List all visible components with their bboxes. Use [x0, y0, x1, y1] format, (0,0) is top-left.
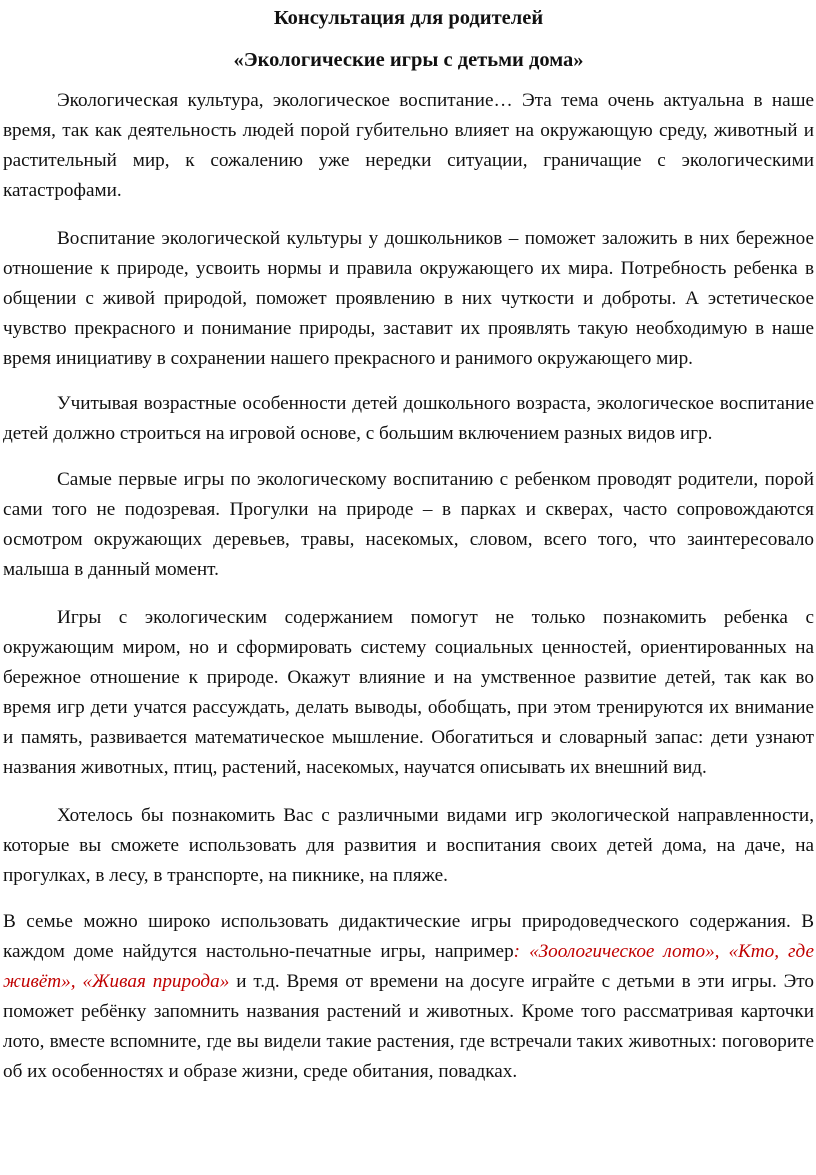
paragraph-intro: Экологическая культура, экологическое воспитание… Эта тема очень актуальна в наше время, так как деятельность людей порой губительно влияет на окружающую среду, животный и растительный мир, к сожалению уже нередки ситуации, граничащие с экологическими катастрофами. — [3, 90, 814, 201]
board-games-colon: : — [513, 941, 521, 962]
paragraph-upbringing: Воспитание экологической культуры у дошкольников – поможет заложить в них бережное отношение к природе, усвоить нормы и правила окружающего их мира. Потребность ребенка в общении с живой природой, поможет проявлению в них чуткости и доброты. А эстетическое чувство прекрасного и понимание природы, заставит их проявлять такую необходимую в наше время инициативу в сохранении нашего прекрасного и ранимого окружающего мир. — [3, 228, 814, 369]
paragraph-age-features: Учитывая возрастные особенности детей дошкольного возраста, экологическое воспитание детей должно строиться на игровой основе, с большим включением разных видов игр. — [3, 393, 814, 444]
paragraph-first-games: Самые первые игры по экологическому воспитанию с ребенком проводят родители, порой сами того не подозревая. Прогулки на природе – в парках и скверах, часто сопровождаются осмотром окружающих деревьев, травы, насекомых, словом, всего того, что заинтересовало малыша в данный момент. — [3, 469, 814, 580]
board-games-text-after: и т.д. Время от времени на досуге играйте с детьми в эти игры. Это поможет ребёнку запомнить названия растений и животных. Кроме того рассматривая карточки лото, вместе вспомните, где вы видели такие растения, где встречали таких животных: поговорите об их особенностях и образе жизни, среде обитания, повадках. — [3, 971, 814, 1082]
document-title-line-2: «Экологические игры с детьми дома» — [233, 49, 584, 71]
board-games-titles: «Зоологическое лото», «Кто, где живёт», «Живая природа» — [3, 941, 814, 992]
paragraph-game-types: Хотелось бы познакомить Вас с различными видами игр экологической направленности, которые вы сможете использовать для развития и воспитания своих детей дома, на даче, на прогулках, в лесу, в транспорте, на пикнике, на пляже. — [3, 805, 814, 886]
paragraph-board-games — [3, 907, 814, 1087]
document-title-line-1: Консультация для родителей — [273, 7, 544, 29]
board-games-text-before: В семье можно широко использовать дидактические игры природоведческого содержания. В каждом доме найдутся настольно-печатные игры, например — [3, 911, 814, 962]
paragraph-game-benefits: Игры с экологическим содержанием помогут не только познакомить ребенка с окружающим миром, но и сформировать систему социальных ценностей, ориентированных на бережное отношение к природе. Окажут влияние и на умственное развитие детей, так как во время игр дети учатся рассуждать, делать выводы, обобщать, при этом тренируются их внимание и память, развивается математическое мышление. Обогатиться и словарный запас: дети узнают названия животных, птиц, растений, насекомых, научатся описывать их внешний вид. — [3, 607, 814, 778]
